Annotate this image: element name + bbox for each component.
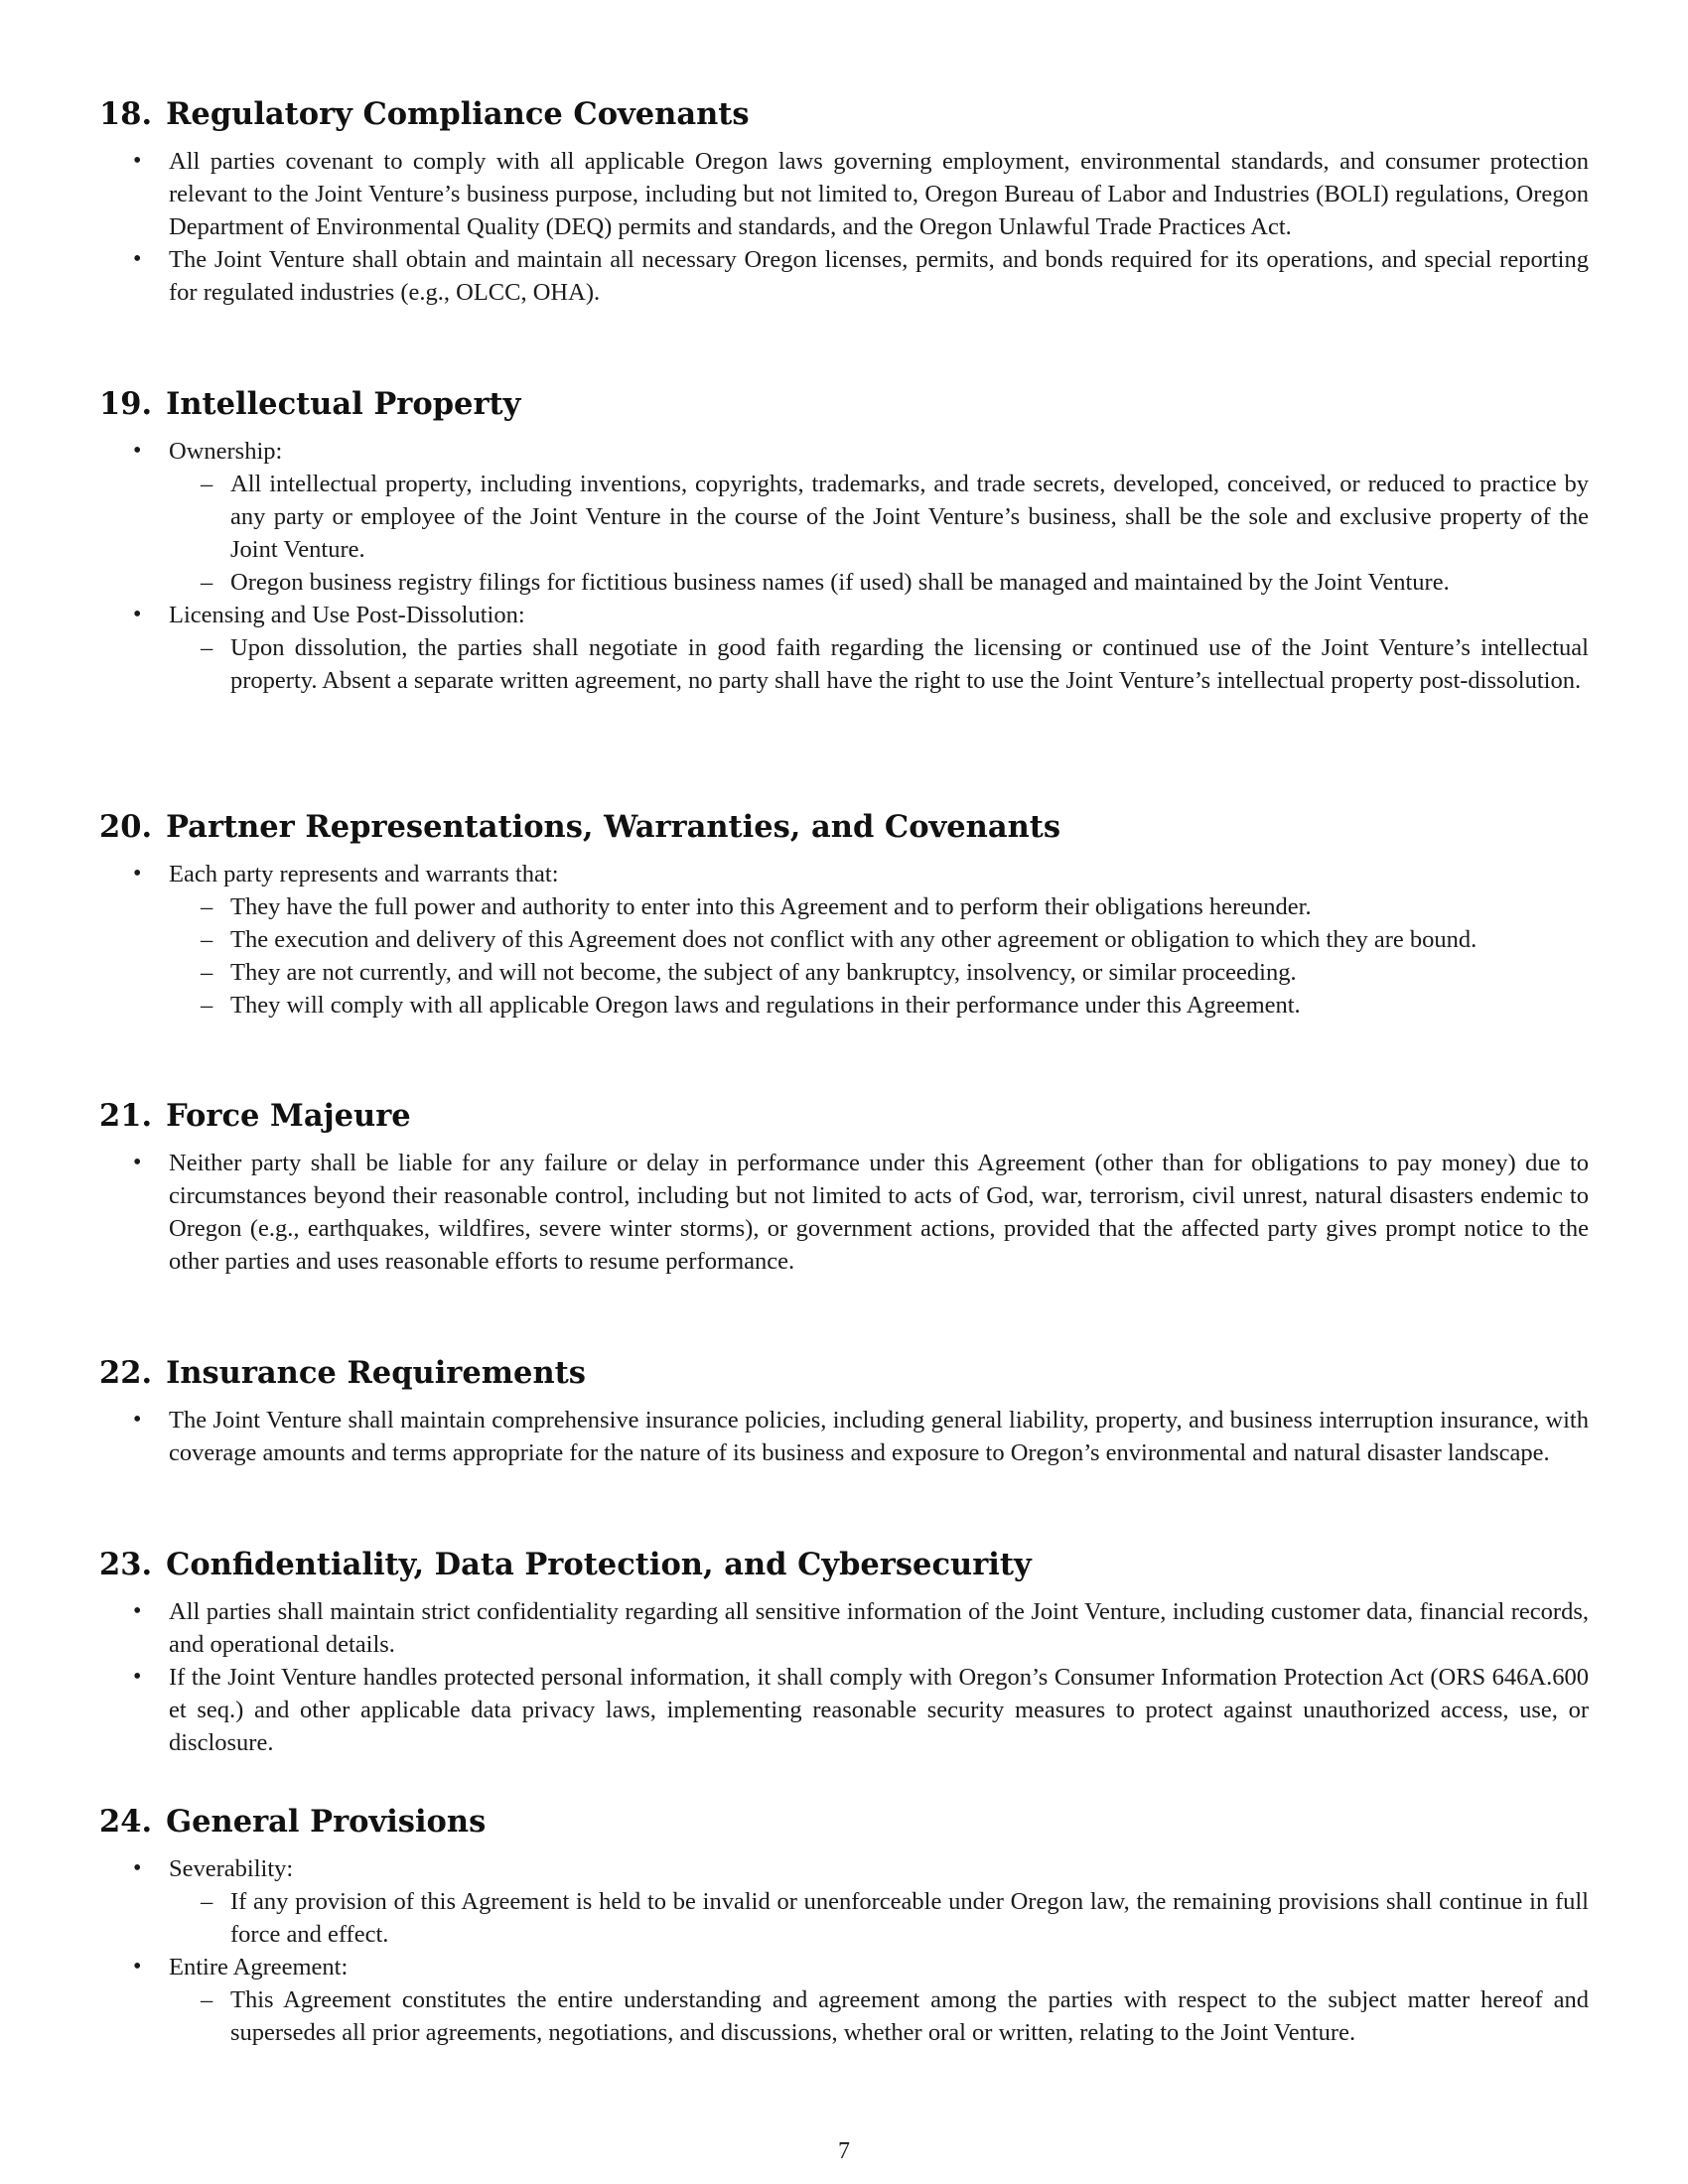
section-number: 23. [99, 1547, 153, 1582]
section-number: 21. [99, 1098, 153, 1134]
section-heading [99, 808, 1589, 846]
sub-item: – All intellectual property, including inventions, copyrights, trademarks, and trade secrets, developed, conceived, or reduced to practice by any party or employee of the Joint Venture in the course of the Joint Venture’s business, shall be the sole and exclusive property of the Joint Venture. [169, 468, 1589, 566]
sub-item: – Oregon business registry filings for fictitious business names (if used) shall be managed and maintained by the Joint Venture. [169, 566, 1589, 599]
bullet-label: Severability: [169, 1855, 294, 1882]
sub-list [169, 1983, 1589, 2049]
section-heading [99, 1354, 1589, 1392]
bullet-item: • The Joint Venture shall obtain and maintain all necessary Oregon licenses, permits, and bonds required for its operations, and special reporting for regulated industries (e.g., OLCC, OHA). [99, 243, 1589, 309]
section-heading [99, 385, 1589, 423]
section-18 [99, 95, 1589, 309]
bullet-item [99, 1852, 1589, 1951]
bullet-list [99, 858, 1589, 1022]
section-20 [99, 808, 1589, 1022]
section-19 [99, 385, 1589, 697]
sub-item: – The execution and delivery of this Agreement does not conflict with any other agreement or obligation to which they are bound. [169, 923, 1589, 956]
section-22 [99, 1354, 1589, 1469]
sub-list [169, 890, 1589, 1022]
section-title: Partner Representations, Warranties, and Covenants [166, 809, 1061, 845]
sub-item: – They have the full power and authority to enter into this Agreement and to perform their obligations hereunder. [169, 890, 1589, 923]
sub-item: – If any provision of this Agreement is held to be invalid or unenforceable under Oregon law, the remaining provisions shall continue in full force and effect. [169, 1885, 1589, 1951]
sub-list [169, 1885, 1589, 1951]
section-title: Intellectual Property [166, 386, 521, 422]
bullet-list [99, 1147, 1589, 1278]
bullet-list [99, 435, 1589, 697]
sub-list [169, 631, 1589, 697]
bullet-label: Licensing and Use Post-Dissolution: [169, 602, 525, 628]
bullet-item [99, 1951, 1589, 2049]
bullet-item: • Neither party shall be liable for any failure or delay in performance under this Agreement (other than for obligations to pay money) due to circumstances beyond their reasonable control, including but not limited to acts of God, war, terrorism, civil unrest, natural disasters endemic to Oregon (e.g., earthquakes, wildfires, severe winter storms), or government actions, provided that the affected party gives prompt notice to the other parties and uses reasonable efforts to resume performance. [99, 1147, 1589, 1278]
sub-item: – They will comply with all applicable Oregon laws and regulations in their performance under this Agreement. [169, 989, 1589, 1022]
sub-item: – Upon dissolution, the parties shall negotiate in good faith regarding the licensing or continued use of the Joint Venture’s intellectual property. Absent a separate written agreement, no party shall have the right to use the Joint Venture’s intellectual property post-dissolution. [169, 631, 1589, 697]
section-heading [99, 1803, 1589, 1841]
section-title: Confidentiality, Data Protection, and Cybersecurity [166, 1547, 1032, 1582]
section-heading [99, 95, 1589, 133]
section-number: 18. [99, 96, 153, 132]
section-heading [99, 1546, 1589, 1583]
section-title: Force Majeure [166, 1098, 411, 1134]
bullet-item: • All parties shall maintain strict confidentiality regarding all sensitive information of the Joint Venture, including customer data, financial records, and operational details. [99, 1595, 1589, 1661]
bullet-list [99, 1595, 1589, 1759]
bullet-item: • All parties covenant to comply with all applicable Oregon laws governing employment, environmental standards, and consumer protection relevant to the Joint Venture’s business purpose, including but not limited to, Oregon Bureau of Labor and Industries (BOLI) regulations, Oregon Department of Environmental Quality (DEQ) permits and standards, and the Oregon Unlawful Trade Practices Act. [99, 145, 1589, 243]
section-title: General Provisions [166, 1804, 487, 1840]
section-24 [99, 1803, 1589, 2049]
section-21 [99, 1097, 1589, 1278]
sub-item: – They are not currently, and will not become, the subject of any bankruptcy, insolvency, or similar proceeding. [169, 956, 1589, 989]
bullet-list [99, 1852, 1589, 2049]
bullet-label: Each party represents and warrants that: [169, 861, 559, 887]
section-number: 22. [99, 1355, 153, 1391]
bullet-item: • If the Joint Venture handles protected personal information, it shall comply with Oregon’s Consumer Information Protection Act (ORS 646A.600 et seq.) and other applicable data privacy laws, implementing reasonable security measures to protect against unauthorized access, use, or disclosure. [99, 1661, 1589, 1759]
section-title: Insurance Requirements [166, 1355, 586, 1391]
bullet-label: Ownership: [169, 438, 283, 465]
bullet-label: Entire Agreement: [169, 1954, 349, 1980]
section-heading [99, 1097, 1589, 1135]
bullet-list [99, 1404, 1589, 1469]
bullet-list [99, 145, 1589, 309]
sub-item: – This Agreement constitutes the entire understanding and agreement among the parties with respect to the subject matter hereof and supersedes all prior agreements, negotiations, and discussions, whether oral or written, relating to the Joint Venture. [169, 1983, 1589, 2049]
bullet-item [99, 858, 1589, 1022]
section-number: 24. [99, 1804, 153, 1840]
section-title: Regulatory Compliance Covenants [166, 96, 750, 132]
section-23 [99, 1546, 1589, 1759]
bullet-item [99, 599, 1589, 697]
section-number: 19. [99, 386, 153, 422]
bullet-item: • The Joint Venture shall maintain comprehensive insurance policies, including general liability, property, and business interruption insurance, with coverage amounts and terms appropriate for the nature of its business and exposure to Oregon’s environmental and natural disaster landscape. [99, 1404, 1589, 1469]
page-number: 7 [838, 2138, 850, 2164]
bullet-item [99, 435, 1589, 599]
section-number: 20. [99, 809, 153, 845]
sub-list [169, 468, 1589, 599]
